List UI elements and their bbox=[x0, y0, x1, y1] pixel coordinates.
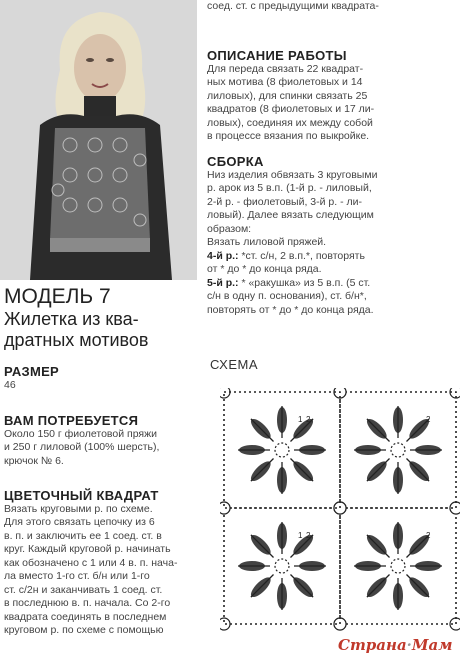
chart-round-mark: 2 bbox=[426, 531, 431, 540]
crochet-chart-svg bbox=[220, 388, 460, 658]
row-4-continuation: от * до * до конца ряда. bbox=[207, 263, 322, 275]
chart-round-mark: 2 bbox=[426, 415, 431, 424]
row-5-continuation: повторять от * до * до конца ряда. bbox=[207, 303, 374, 316]
work-section bbox=[207, 49, 462, 144]
assembly-heading: СБОРКА bbox=[207, 154, 264, 169]
model-subtitle-line: дратных мотивов bbox=[4, 330, 149, 350]
size-section bbox=[4, 365, 197, 392]
top-fragment-text: соед. ст. с предыдущими квадрата- bbox=[207, 0, 379, 12]
work-heading: ОПИСАНИЕ РАБОТЫ bbox=[207, 48, 347, 63]
corner-join bbox=[220, 388, 230, 398]
chart-round-mark: 2 bbox=[306, 415, 311, 424]
assembly-section bbox=[207, 155, 462, 317]
corner-join bbox=[450, 388, 460, 398]
model-subtitle-line: Жилетка из ква- bbox=[4, 309, 139, 329]
row-5-label: 5-й р.: bbox=[207, 276, 239, 289]
assembly-line: 2-й р. - фиолетовый, 3-й р. - ли- bbox=[207, 195, 362, 208]
materials-heading: ВАМ ПОТРЕБУЕТСЯ bbox=[4, 413, 139, 428]
flower-line: круговом р. по схеме с помощью bbox=[4, 624, 164, 636]
flower-line: как обозначено с 1 или 4 в. п. нача- bbox=[4, 556, 178, 569]
work-line: Для переда связать 22 квадрат- bbox=[207, 62, 364, 75]
model-photo bbox=[0, 0, 197, 280]
top-fragment bbox=[207, 0, 462, 14]
row-5-continuation: с/н в одну п. основания), ст. б/н*, bbox=[207, 290, 367, 302]
row-4-text: *ст. с/н, 2 в.п.*, повторять bbox=[238, 249, 365, 262]
materials-line: крючок № 6. bbox=[4, 454, 64, 467]
size-value: 46 bbox=[4, 378, 16, 391]
materials-line: Около 150 г фиолетовой пряжи bbox=[4, 427, 157, 440]
materials-line: и 250 г лиловой (100% шерсть), bbox=[4, 441, 160, 453]
work-line: ловых), соединяя их между собой bbox=[207, 116, 373, 129]
watermark-part: Страна bbox=[338, 636, 407, 654]
assembly-line: образом: bbox=[207, 222, 252, 235]
chart-round-mark: 2 bbox=[306, 531, 311, 540]
row-5-instruction bbox=[207, 277, 462, 291]
materials-section bbox=[4, 414, 197, 468]
row-4-label: 4-й р.: bbox=[207, 249, 239, 262]
work-line: в процессе вязания по выкройке. bbox=[207, 130, 370, 142]
flower-line: в. п. и заключить ее 1 соед. ст. в bbox=[4, 529, 162, 542]
flower-line: ст. с/2н и заканчивать 1 соед. ст. bbox=[4, 583, 163, 596]
row-5-text: * «ракушка» из 5 в.п. (5 ст. bbox=[238, 276, 371, 289]
flower-line: ла вместо 1-го ст. б/н или 1-го bbox=[4, 570, 150, 582]
chart-round-mark: 1 bbox=[298, 415, 303, 424]
watermark-part: Мам bbox=[411, 636, 453, 654]
chart-round-mark: 1 bbox=[298, 531, 303, 540]
work-line: ных мотива (8 фиолетовых и 14 bbox=[207, 76, 363, 88]
flower-section bbox=[4, 489, 197, 638]
row-4-instruction bbox=[207, 250, 462, 264]
crochet-chart bbox=[220, 388, 460, 663]
assembly-line: ловый). Далее вязать следующим bbox=[207, 209, 374, 221]
work-line: квадратов (8 фиолетовых и 17 ли- bbox=[207, 103, 375, 115]
assembly-line: Низ изделия обвязать 3 круговыми bbox=[207, 168, 378, 181]
model-title: МОДЕЛЬ 7 bbox=[4, 285, 111, 308]
schema-label: СХЕМА bbox=[210, 357, 258, 372]
work-line: лиловых), для спинки связать 25 bbox=[207, 89, 368, 102]
assembly-line: р. арок из 5 в.п. (1-й р. - лиловый, bbox=[207, 182, 372, 194]
watermark: Страна·Мам bbox=[338, 636, 453, 654]
size-heading: РАЗМЕР bbox=[4, 364, 60, 379]
flower-line: Вязать круговыми р. по схеме. bbox=[4, 502, 153, 515]
model-subtitle bbox=[4, 309, 204, 351]
flower-line: квадрата соединять в последнем bbox=[4, 610, 167, 623]
flower-line: Для этого связать цепочку из 6 bbox=[4, 516, 155, 528]
flower-line: круг. Каждый круговой р. начинать bbox=[4, 543, 171, 555]
assembly-line: Вязать лиловой пряжей. bbox=[207, 236, 327, 248]
flower-line: в последнюю в. п. начала. Со 2-го bbox=[4, 597, 171, 609]
flower-heading: ЦВЕТОЧНЫЙ КВАДРАТ bbox=[4, 488, 159, 503]
